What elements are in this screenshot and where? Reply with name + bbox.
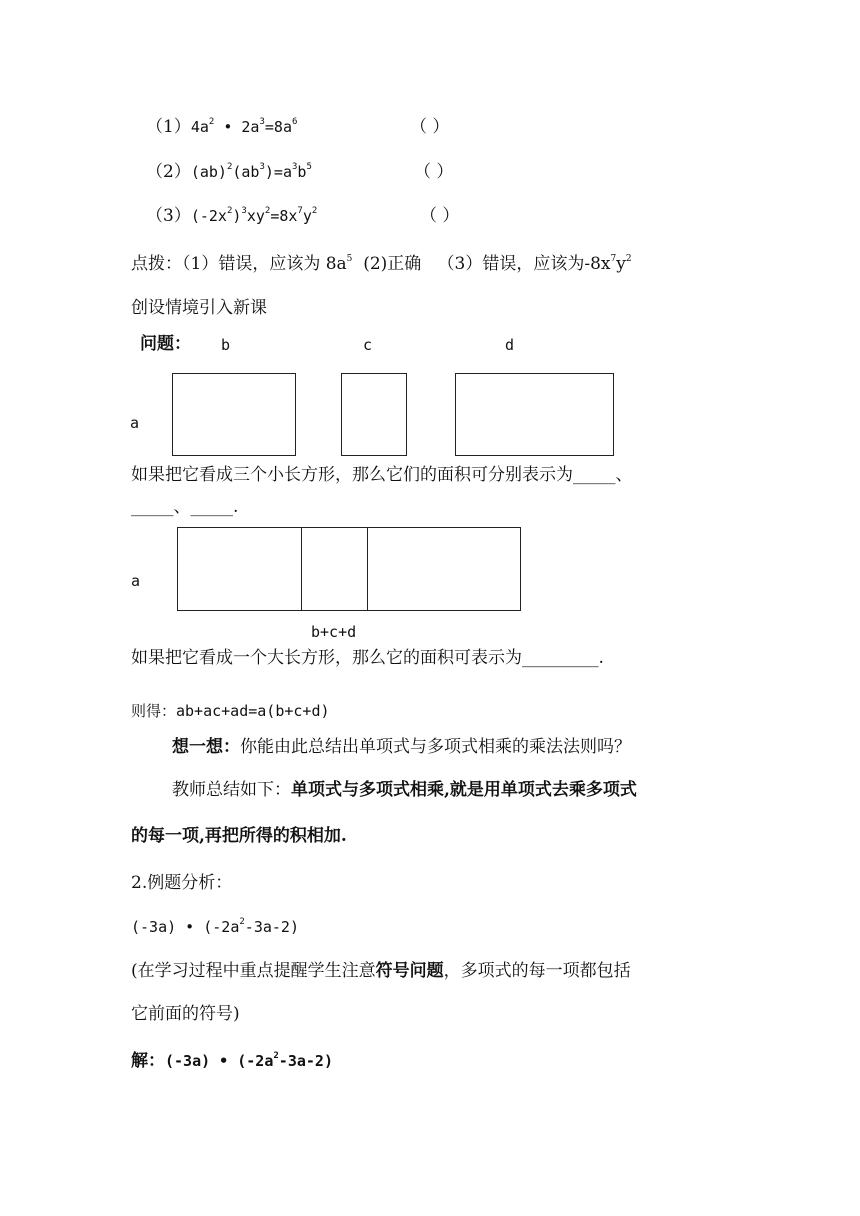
combined-width-label: b+c+d bbox=[311, 623, 357, 641]
note-text: (在学习过程中重点提醒学生注意 bbox=[131, 961, 376, 981]
solution-label: 解： bbox=[131, 1051, 165, 1071]
width-label-d: d bbox=[505, 336, 515, 354]
review-item-1-blank: （ ） bbox=[410, 117, 450, 137]
question-2: 如果把它看成一个大长方形，那么它的面积可表示为_________. bbox=[131, 648, 604, 668]
divider-line bbox=[301, 528, 302, 610]
question-1-line-1: 如果把它看成三个小长方形，那么它们的面积可分别表示为_____、 bbox=[131, 465, 633, 485]
note-emphasis: 符号问题 bbox=[375, 961, 444, 981]
problem-label: 问题： bbox=[140, 334, 191, 354]
summary-line-2: 的每一项,再把所得的积相加. bbox=[131, 826, 347, 846]
think-label: 想一想： bbox=[172, 737, 240, 757]
rectangle-c bbox=[341, 373, 407, 456]
review-item-3 bbox=[146, 204, 317, 228]
section-heading: 创设情境引入新课 bbox=[131, 298, 267, 318]
think-text: 你能由此总结出单项式与多项式相乘的乘法法则吗？ bbox=[240, 737, 631, 757]
note-text: ，多项式的每一项都包括 bbox=[443, 961, 631, 981]
width-label-b: b bbox=[221, 336, 231, 354]
review-item-expression: $(ab)^2(ab^3)=a^3b^5$ bbox=[190, 162, 312, 181]
example-expression: (-3a) • $(-2a^2-3a-2)$ bbox=[131, 917, 299, 936]
think-line bbox=[172, 735, 631, 759]
rectangle-d bbox=[455, 373, 614, 456]
hint-line: 点拨：（1）错误，应该为 $8a^5$ (2)正确 （3）错误，应该为$-8x^7y^2$ bbox=[131, 254, 632, 274]
review-item-expression: $4a^2$ • $2a^3=8a^6$ bbox=[190, 117, 298, 136]
example-heading: 2.例题分析： bbox=[131, 873, 233, 893]
review-item-number: （3） bbox=[146, 206, 191, 226]
combined-height-label: a bbox=[131, 572, 141, 590]
review-item-3-blank: （ ） bbox=[420, 206, 460, 226]
review-item-expression: $(-2x^2)^3xy^2=8x^7y^2$ bbox=[190, 206, 318, 225]
question-1-line-2: _____、_____. bbox=[131, 497, 239, 517]
rectangle-b bbox=[172, 373, 296, 456]
solution-expression: (-3a) • $(-2a^2-3a-2)$ bbox=[165, 1051, 333, 1070]
review-item-2-blank: （ ） bbox=[414, 162, 454, 182]
review-item-2 bbox=[146, 160, 312, 184]
summary-intro: 教师总结如下： bbox=[172, 780, 291, 800]
summary-rule: 单项式与多项式相乘,就是用单项式去乘多项式 bbox=[291, 780, 637, 800]
height-label-a: a bbox=[130, 414, 140, 432]
divider-line bbox=[367, 528, 368, 610]
solution-line bbox=[131, 1049, 333, 1073]
example-note-line-1 bbox=[131, 959, 631, 983]
result-line: 则得：ab+ac+ad=a(b+c+d) bbox=[131, 702, 330, 720]
review-item-1 bbox=[146, 115, 297, 139]
example-note-line-2: 它前面的符号) bbox=[131, 1004, 240, 1024]
summary-line-1 bbox=[172, 778, 637, 802]
combined-rectangle bbox=[177, 527, 521, 611]
review-item-number: （2） bbox=[146, 162, 191, 182]
review-item-number: （1） bbox=[146, 117, 191, 137]
width-label-c: c bbox=[363, 336, 373, 354]
